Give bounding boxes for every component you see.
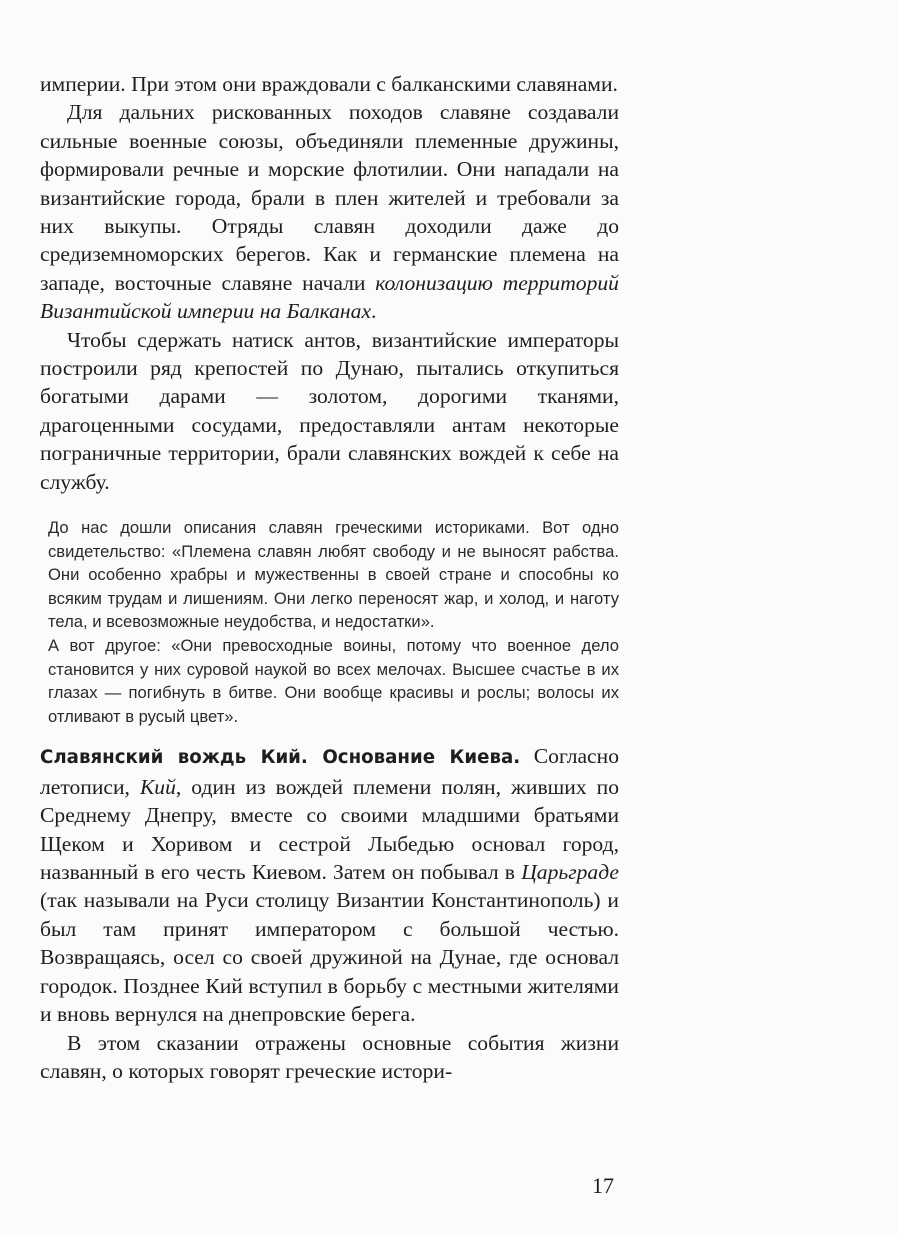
paragraph-2-end: .: [371, 299, 377, 324]
paragraph-2-text: Для дальних рискованных походов славяне создавали сильные военные союзы, объединяли племенные дружины, формировали речные и морские флотилии. Они нападали на византийские города, брали в плен жителей и требовали за них выкупы. Отряды славян доходили даже до средиземноморских берегов. Как и германские племена на западе, восточные славяне начали: [40, 100, 619, 295]
page-content: [40, 70, 619, 1085]
section-italic-tsargrad: Царьграде: [521, 860, 619, 885]
paragraph-2: [40, 98, 619, 325]
section-text-3: (так называли на Руси столицу Византии Константинополь) и был там принят императором с большой честью. Возвращаясь, осел со своей дружиной на Дунае, где основал городок. Позднее Кий вступил в борьбу с местными жителями и вновь вернулся на днепровские берега.: [40, 888, 619, 1027]
paragraph-2-italic: колонизацию территорий Византийской империи на Балканах: [40, 270, 619, 324]
page-number: 17: [592, 1173, 614, 1198]
paragraph-last: В этом сказании отражены основные события жизни славян, о которых говорят греческие истори-: [40, 1030, 619, 1083]
quote-box-paragraph-1: До нас дошли описания славян греческими историками. Вот одно свидетельство: «Племена славян любят свободу и не выносят рабства. Они особенно храбры и мужественны в своей стране и способны ко всяким трудам и лишениям. Они легко переносят жар, и холод, и наготу тела, и всевозможные неудобства, и недостатки».: [48, 518, 619, 632]
section-heading: Славянский вождь Кий. Основание Киева.: [40, 747, 521, 769]
section-italic-kiy: Кий: [139, 774, 176, 799]
section-text-1: Согласно летописи,: [40, 744, 619, 799]
section-text-2: , один из вождей племени полян, живших по Среднему Днепру, вместе со своими младшими братьями Щеком и Хоривом и сестрой Лыбедью основал город, названный в его честь Киевом. Затем он побывал в: [40, 774, 620, 885]
paragraph-1: империи. При этом они враждовали с балканскими славянами.: [40, 72, 618, 96]
paragraph-3: Чтобы сдержать натиск антов, византийские императоры построили ряд крепостей по Дунаю, пытались откупиться богатыми дарами — золотом, дорогими тканями, драгоценными сосудами, предоставляли антам некоторые пограничные территории, брали славянских вождей к себе на службу.: [40, 327, 619, 494]
quote-box: [40, 516, 619, 728]
quote-box-paragraph-2: А вот другое: «Они превосходные воины, потому что военное дело становится у них суровой наукой во всех мелочах. Высшее счастье в их глазах — погибнуть в битве. Они вообще красивы и рослы; волосы их отливают в русый цвет».: [48, 636, 619, 726]
section-paragraph: [40, 742, 619, 1028]
